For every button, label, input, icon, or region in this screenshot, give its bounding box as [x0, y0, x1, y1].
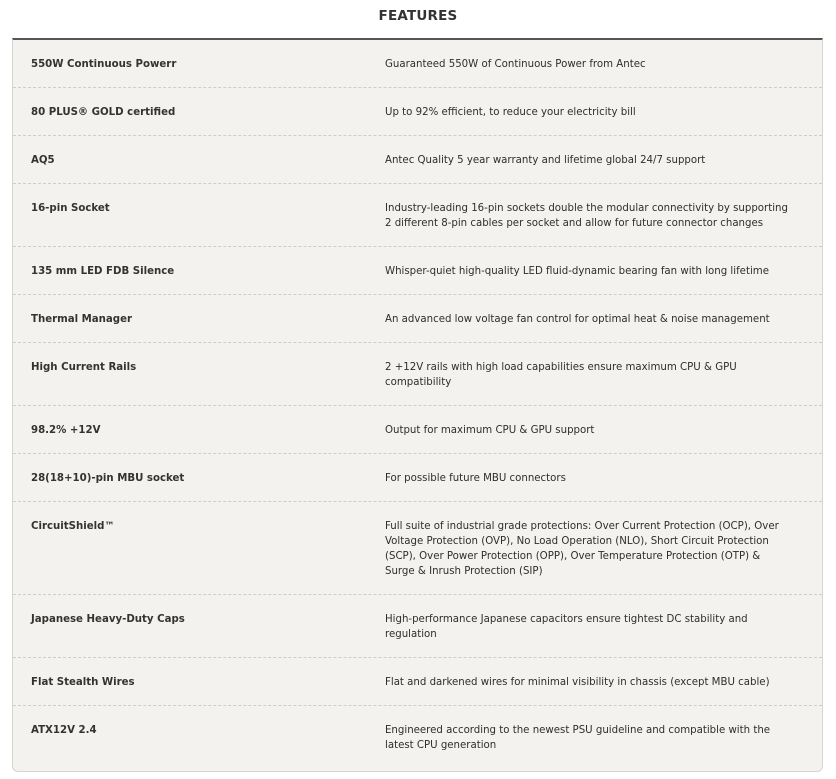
page-title: FEATURES: [378, 8, 458, 24]
feature-description: Industry-leading 16-pin sockets double the modular connectivity by supporting 2 different 8-pin cables per socket and allow for future connector changes: [385, 203, 788, 229]
feature-description: Engineered according to the newest PSU guideline and compatible with the latest CPU generation: [385, 725, 771, 751]
features-table: [12, 38, 823, 772]
feature-description: Up to 92% efficient, to reduce your electricity bill: [385, 107, 636, 118]
feature-description: Guaranteed 550W of Continuous Power from Antec: [385, 59, 646, 70]
table-row: [13, 40, 822, 88]
table-row: [13, 184, 822, 247]
feature-description: An advanced low voltage fan control for optimal heat & noise management: [385, 314, 770, 325]
feature-description: Output for maximum CPU & GPU support: [385, 425, 595, 436]
table-row: [13, 406, 822, 454]
table-row: [13, 343, 822, 406]
feature-description: For possible future MBU connectors: [385, 473, 566, 484]
table-row: [13, 706, 822, 769]
feature-name: 16-pin Socket: [31, 203, 110, 214]
feature-name: 28(18+10)-pin MBU socket: [31, 473, 185, 484]
feature-name: Flat Stealth Wires: [31, 677, 135, 688]
table-row: [13, 502, 822, 595]
feature-name: CircuitShield™: [31, 521, 115, 532]
feature-description: 2 +12V rails with high load capabilities ensure maximum CPU & GPU compatibility: [385, 362, 737, 388]
feature-name: High Current Rails: [31, 362, 137, 373]
feature-description: Flat and darkened wires for minimal visibility in chassis (except MBU cable): [385, 677, 770, 688]
feature-description: Whisper-quiet high-quality LED fluid-dynamic bearing fan with long lifetime: [385, 266, 769, 277]
feature-description: High-performance Japanese capacitors ensure tightest DC stability and regulation: [385, 614, 748, 640]
table-row: [13, 247, 822, 295]
table-row: [13, 136, 822, 184]
feature-name: 98.2% +12V: [31, 425, 101, 436]
feature-name: ATX12V 2.4: [31, 725, 97, 736]
table-row: [13, 595, 822, 658]
feature-name: 80 PLUS® GOLD certified: [31, 107, 176, 118]
feature-name: Japanese Heavy-Duty Caps: [31, 614, 185, 625]
feature-name: Thermal Manager: [31, 314, 133, 325]
table-row: [13, 454, 822, 502]
feature-description: Full suite of industrial grade protections: Over Current Protection (OCP), Over Voltage Protection (OVP), No Load Operation (NLO), Short Circuit Protection (SCP), Over Power Protection (OPP), Over Temperature Protection (OTP) & Surge & Inrush Protection (SIP): [385, 521, 779, 577]
table-row: [13, 658, 822, 706]
feature-name: 550W Continuous Powerr: [31, 59, 177, 70]
table-row: [13, 295, 822, 343]
feature-name: AQ5: [31, 155, 55, 166]
feature-description: Antec Quality 5 year warranty and lifetime global 24/7 support: [385, 155, 706, 166]
table-row: [13, 88, 822, 136]
feature-name: 135 mm LED FDB Silence: [31, 266, 175, 277]
